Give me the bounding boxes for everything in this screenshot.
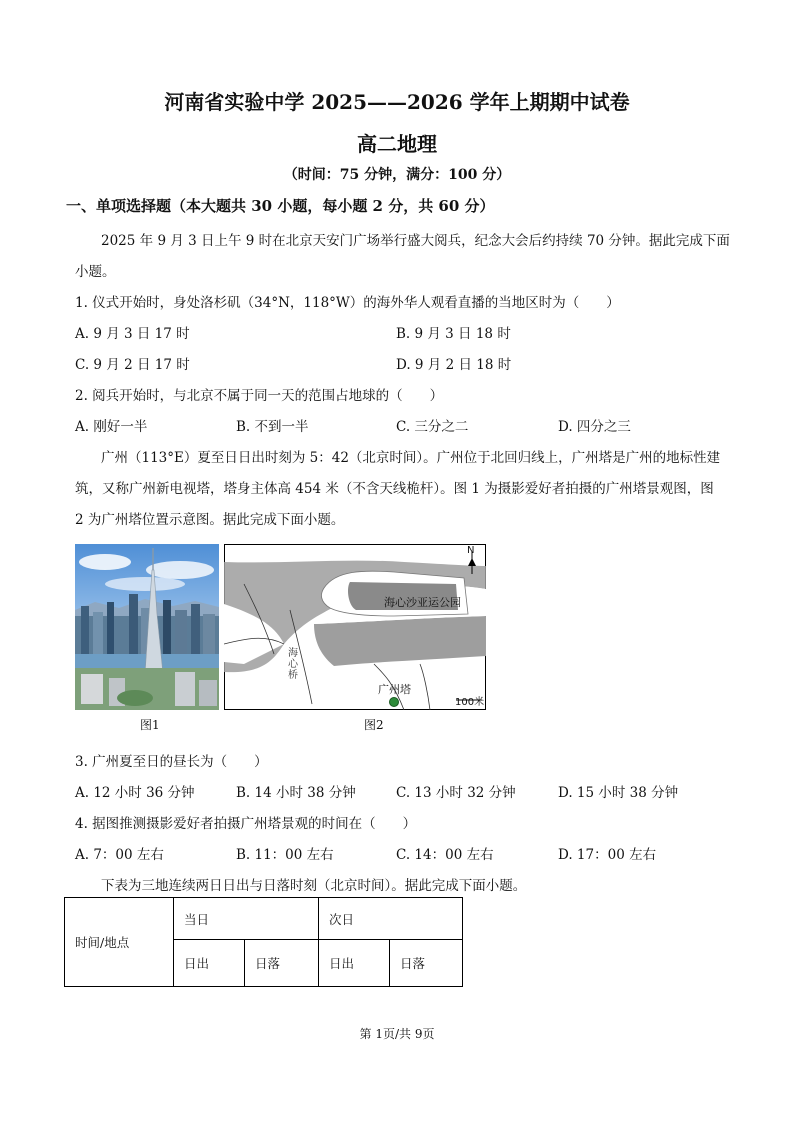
section-heading: 一、单项选择题（本大题共 30 小题，每小题 2 分，共 60 分）	[66, 197, 495, 215]
q2-option-b: B. 不到一半	[236, 419, 309, 435]
figure2-map	[224, 544, 486, 710]
q4-option-c: C. 14：00 左右	[396, 847, 494, 863]
map-tower-label: 广州塔	[378, 683, 411, 696]
q1-stem: 1. 仪式开始时，身处洛杉矶（34°N，118°W）的海外华人观看直播的当地区时为（ ）	[75, 295, 620, 311]
map-scale-label: 100米	[455, 697, 485, 708]
q1-option-a: A. 9 月 3 日 17 时	[75, 326, 190, 342]
figure2-caption: 图2	[364, 718, 384, 732]
q2-option-d: D. 四分之三	[558, 419, 631, 435]
exam-info: （时间：75 分钟，满分：100 分）	[283, 167, 511, 183]
q1-option-b: B. 9 月 3 日 18 时	[396, 326, 511, 342]
q4-option-d: D. 17：00 左右	[558, 847, 657, 863]
map-north-label: N	[467, 545, 475, 556]
passage1-line1: 2025 年 9 月 3 日上午 9 时在北京天安门广场举行盛大阅兵，纪念大会后约持续 70 分钟。据此完成下面	[101, 233, 730, 249]
q1-option-d: D. 9 月 2 日 18 时	[396, 357, 512, 373]
table-day1-header: 当日	[174, 898, 319, 940]
q3-stem: 3. 广州夏至日的昼长为（ ）	[75, 754, 268, 770]
table-day2-sunrise: 日出	[319, 940, 390, 987]
q3-option-d: D. 15 小时 38 分钟	[558, 785, 679, 801]
table-corner: 时间/地点	[65, 898, 174, 987]
q4-stem: 4. 据图推测摄影爱好者拍摄广州塔景观的时间在（ ）	[75, 816, 417, 832]
sun-times-table	[64, 897, 463, 987]
map-bridge-label: 海心桥	[288, 648, 298, 681]
table-day1-sunrise: 日出	[174, 940, 245, 987]
exam-title: 河南省实验中学 2025——2026 学年上期期中试卷	[164, 90, 630, 114]
table-day2-sunset: 日落	[390, 940, 463, 987]
passage3-line1: 下表为三地连续两日日出与日落时刻（北京时间）。据此完成下面小题。	[101, 878, 527, 894]
q4-option-a: A. 7：00 左右	[75, 847, 164, 863]
q3-option-c: C. 13 小时 32 分钟	[396, 785, 516, 801]
q2-stem: 2. 阅兵开始时，与北京不属于同一天的范围占地球的（ ）	[75, 388, 444, 404]
q3-option-b: B. 14 小时 38 分钟	[236, 785, 356, 801]
map-park-label: 海心沙亚运公园	[384, 596, 461, 609]
table-day1-sunset: 日落	[245, 940, 319, 987]
passage2-line3: 2 为广州塔位置示意图。据此完成下面小题。	[75, 512, 345, 528]
q2-option-a: A. 刚好一半	[75, 419, 148, 435]
q2-option-c: C. 三分之二	[396, 419, 469, 435]
page-number: 第 1页/共 9页	[359, 1027, 435, 1041]
q3-option-a: A. 12 小时 36 分钟	[75, 785, 195, 801]
figure1-caption: 图1	[140, 718, 160, 732]
figure1-photo	[75, 544, 219, 710]
passage2-line2: 筑，又称广州新电视塔，塔身主体高 454 米（不含天线桅杆）。图 1 为摄影爱好者拍摄的广州塔景观图，图	[75, 481, 714, 497]
table-day2-header: 次日	[319, 898, 463, 940]
passage2-line1: 广州（113°E）夏至日日出时刻为 5：42（北京时间）。广州位于北回归线上，广州塔是广州的地标性建	[101, 450, 721, 466]
passage1-line2: 小题。	[75, 264, 116, 280]
subject-title: 高二地理	[357, 132, 437, 156]
q1-option-c: C. 9 月 2 日 17 时	[75, 357, 190, 373]
q4-option-b: B. 11：00 左右	[236, 847, 334, 863]
